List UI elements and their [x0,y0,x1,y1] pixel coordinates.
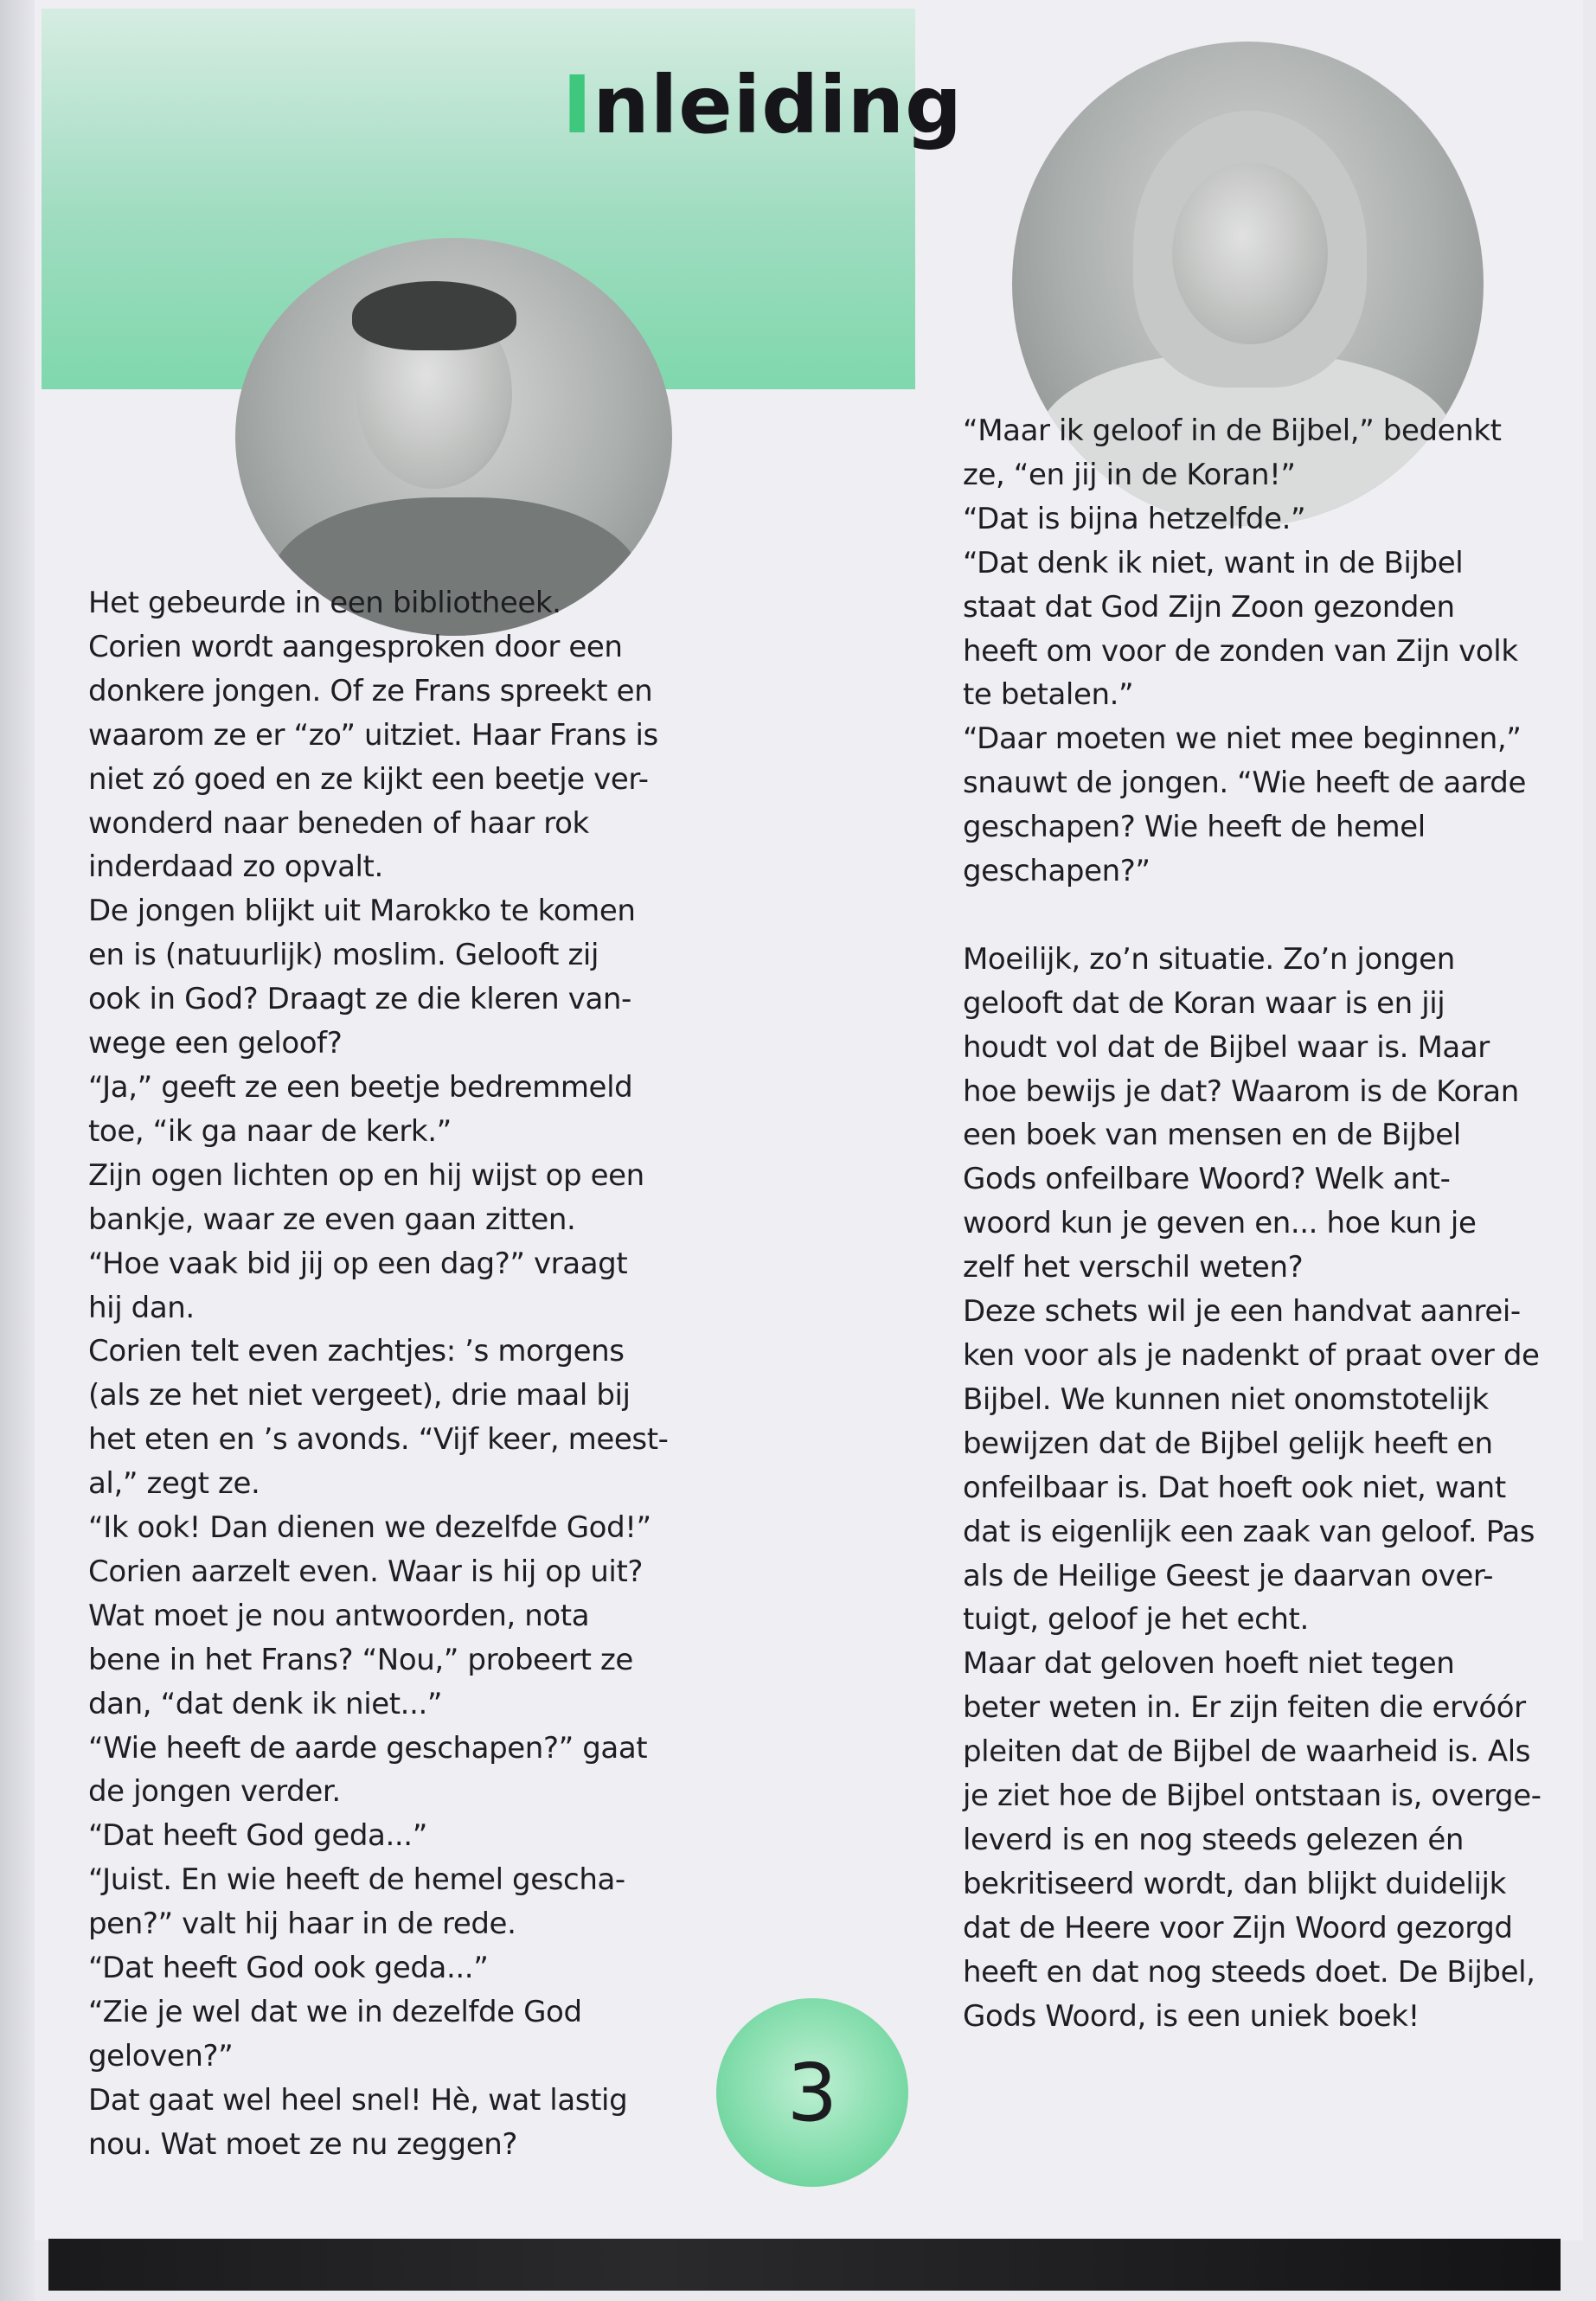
text-line: en is (natuurlijk) moslim. Gelooft zij [88,938,599,973]
text-line: gelooft dat de Koran waar is en jij [963,985,1445,1021]
text-line: “Zie je wel dat we in dezelfde God [88,1995,582,2029]
text-line: “Ik ook! Dan dienen we dezelfde God!” [88,1510,651,1546]
text-line: donkere jongen. Of ze Frans spreekt en [88,673,653,708]
text-line: bene in het Frans? “Nou,” probeert ze [88,1642,633,1677]
bottom-bar [48,2239,1561,2291]
text-line: “Ja,” geeft ze een beetje bedremmeld [88,1069,633,1105]
text-line: als de Heilige Geest je daarvan over- [963,1558,1494,1593]
text-line: niet zó goed en ze kijkt een beetje ver- [88,761,649,797]
text-line: het eten en ’s avonds. “Vijf keer, meest- [88,1422,669,1458]
girl-photo-face [1172,163,1328,344]
text-line: dat is eigenlijk een zaak van geloof. Pas [963,1514,1535,1549]
text-line: “Juist. En wie heeft de hemel gescha- [88,1862,625,1898]
text-line: leverd is en nog steeds gelezen én [963,1822,1464,1857]
text-line: dat de Heere voor Zijn Woord gezorgd [963,1910,1513,1945]
page-title [562,54,963,157]
text-line: Maar dat geloven hoeft niet tegen [963,1646,1455,1682]
text-line: Moeilijk, zo’n situatie. Zo’n jongen [963,941,1455,977]
text-line: inderdaad zo opvalt. [88,849,383,885]
text-line: bankje, waar ze even gaan zitten. [88,1202,576,1237]
text-line: wege een geloof? [88,1026,343,1061]
boy-photo [235,238,672,636]
text-line: wonderd naar beneden of haar rok [88,805,589,841]
right-text-bottom [963,938,1560,2039]
text-line: geschapen? Wie heeft de hemel [963,810,1426,845]
text-line: beter weten in. Er zijn feiten die ervóór [963,1690,1526,1726]
paragraph-gap [963,894,1560,938]
text-line: “Wie heeft de aarde geschapen?” gaat [88,1730,648,1766]
text-line: hij dan. [88,1290,195,1325]
page-binding-edge [0,0,35,2301]
text-line: nou. Wat moet ze nu zeggen? [88,2126,518,2162]
text-line: pen?” valt hij haar in de rede. [88,1907,516,1942]
text-line: al,” zegt ze. [88,1466,260,1502]
text-line: “Daar moeten we niet mee beginnen,” [963,721,1522,757]
text-line: bewijzen dat de Bijbel gelijk heeft en [963,1426,1493,1461]
text-line: tuigt, geloof je het echt. [963,1602,1309,1638]
text-line: waarom ze er “zo” uitziet. Haar Frans is [88,717,658,753]
text-line: pleiten dat de Bijbel de waarheid is. Als [963,1734,1531,1770]
title-initial: I [562,59,593,151]
text-line: dan, “dat denk ik niet...” [88,1686,443,1721]
text-line: je ziet hoe de Bijbel ontstaan is, overge- [963,1779,1542,1814]
text-line: ken voor als je nadenkt of praat over de [963,1338,1540,1374]
text-line: te betalen.” [963,677,1134,713]
text-line: Bijbel. We kunnen niet onomstotelijk [963,1381,1489,1417]
page-number-badge [716,1998,908,2187]
boy-photo-hair [352,281,516,350]
text-line: Deze schets wil je een handvat aanrei- [963,1294,1521,1330]
left-text-column [88,581,685,2167]
text-line: Corien aarzelt even. Waar is hij op uit? [88,1554,644,1589]
text-line: de jongen verder. [88,1774,341,1810]
text-line: Zijn ogen lichten op en hij wijst op een [88,1157,644,1193]
text-line: zelf het verschil weten? [963,1250,1304,1285]
text-line: Corien wordt aangesproken door een [88,629,623,664]
text-line: een boek van mensen en de Bijbel [963,1118,1461,1153]
text-line: “Dat is bijna hetzelfde.” [963,501,1306,536]
text-line: ook in God? Draagt ze die kleren van- [88,982,631,1017]
text-line: Corien telt even zachtjes: ’s morgens [88,1334,625,1369]
text-line: De jongen blijkt uit Marokko te komen [88,894,636,929]
text-line: heeft om voor de zonden van Zijn volk [963,633,1518,669]
text-line: Het gebeurde in een bibliotheek. [88,586,561,620]
text-line: (als ze het niet vergeet), drie maal bij [88,1378,631,1413]
text-line: Gods Woord, is een uniek boek! [963,1998,1420,2034]
page-number: 3 [786,2046,838,2139]
text-line: woord kun je geven en... hoe kun je [963,1206,1477,1241]
text-line: Gods onfeilbare Woord? Welk ant- [963,1162,1451,1197]
text-line: “Dat denk ik niet, want in de Bijbel [963,545,1464,580]
right-text-top [963,409,1560,894]
text-line: “Dat heeft God ook geda...” [88,1951,489,1986]
text-line: toe, “ik ga naar de kerk.” [88,1113,452,1149]
text-line: staat dat God Zijn Zoon gezonden [963,589,1455,625]
title-rest: nleiding [593,59,963,151]
text-line: ze, “en jij in de Koran!” [963,457,1296,492]
text-line: bekritiseerd wordt, dan blijkt duidelijk [963,1866,1506,1901]
right-text-column [963,409,1560,2039]
text-line: “Maar ik geloof in de Bijbel,” bedenkt [963,413,1502,448]
text-line: heeft en dat nog steeds doet. De Bijbel, [963,1954,1535,1990]
text-line: “Dat heeft God geda...” [88,1818,427,1854]
text-line: snauwt de jongen. “Wie heeft de aarde [963,766,1526,801]
text-line: “Hoe vaak bid jij op een dag?” vraagt [88,1246,628,1281]
text-line: Wat moet je nou antwoorden, nota [88,1598,590,1633]
text-line: hoe bewijs je dat? Waarom is de Koran [963,1074,1519,1109]
text-line: geloven?” [88,2038,234,2073]
text-line: houdt vol dat de Bijbel waar is. Maar [963,1029,1490,1065]
text-line: Dat gaat wel heel snel! Hè, wat lastig [88,2082,628,2118]
text-line: geschapen?” [963,854,1151,889]
text-line: onfeilbaar is. Dat hoeft ook niet, want [963,1470,1506,1505]
